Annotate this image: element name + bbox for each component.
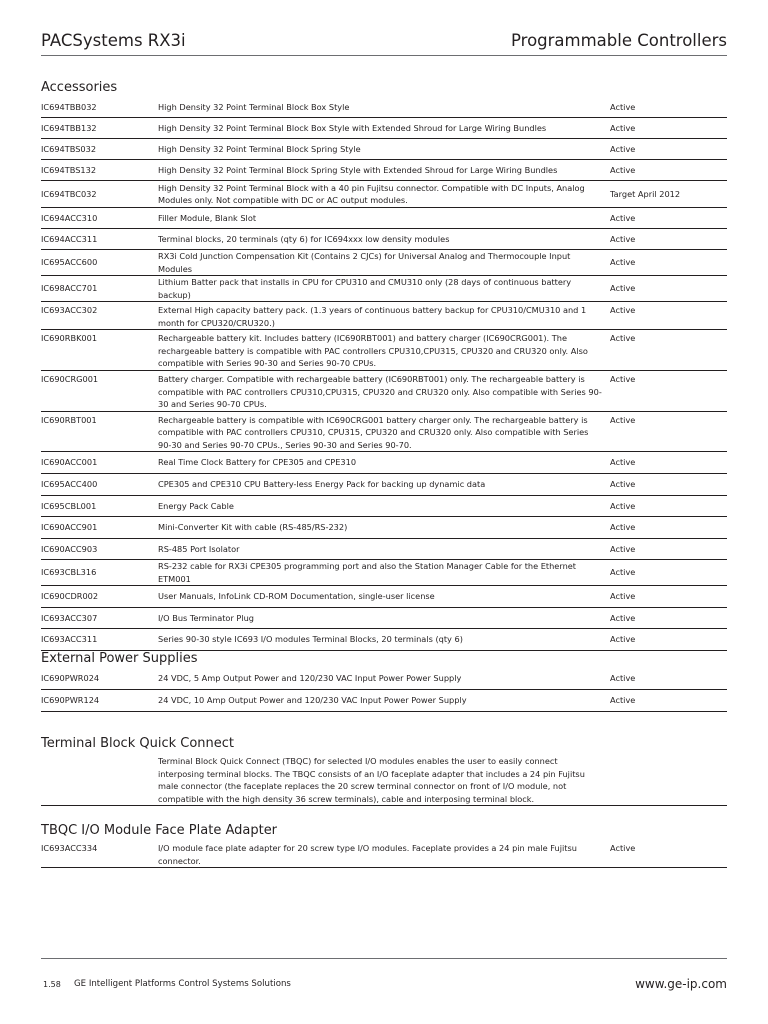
table-row <box>41 208 727 229</box>
part-status: Active <box>610 143 636 154</box>
category-title: Programmable Controllers <box>510 31 727 50</box>
section-external-power-supplies <box>41 650 727 712</box>
part-number: IC690RBK001 <box>41 333 98 343</box>
part-number: IC690ACC001 <box>41 457 98 468</box>
table-row <box>41 250 727 276</box>
part-description: Mini-Converter Kit with cable (RS-485/RS-232) <box>158 522 348 533</box>
part-status: Active <box>610 122 636 133</box>
part-number: IC690RBT001 <box>41 414 97 425</box>
part-number: IC698ACC701 <box>41 283 98 294</box>
part-status: Active <box>610 634 636 645</box>
part-number: IC690ACC903 <box>41 543 98 554</box>
part-description: High Density 32 Point Terminal Block Box Style <box>158 101 350 112</box>
part-description: High Density 32 Point Terminal Block Box Style with Extended Shroud for Large Wiring Bundles <box>158 122 547 133</box>
product-title: PACSystems RX3i <box>41 31 186 50</box>
part-number: IC693CBL316 <box>41 567 97 578</box>
company-name: GE Intelligent Platforms Control Systems Solutions <box>74 979 291 989</box>
section-accessories <box>41 79 727 651</box>
table-row <box>41 412 727 453</box>
part-status: Active <box>610 522 636 533</box>
part-description: RX3i Cold Junction Compensation Kit (Contains 2 CJCs) for Universal Analog and Thermocouple Input Modules <box>158 251 571 274</box>
part-number: IC693ACC302 <box>41 305 98 315</box>
table-row <box>41 302 727 330</box>
part-number: IC690PWR124 <box>41 695 100 706</box>
part-description: 24 VDC, 5 Amp Output Power and 120/230 VAC Input Power Power Supply <box>158 673 462 684</box>
table-row <box>41 97 727 118</box>
part-description: Real Time Clock Battery for CPE305 and CPE310 <box>158 457 357 468</box>
part-status: Active <box>610 164 636 175</box>
part-status: Active <box>610 333 636 343</box>
part-description: Rechargeable battery is compatible with IC690CRG001 battery charger only. The rechargeable battery is compatible with PAC controllers CPU310, CPU315, CPU320 and CRU320 only. Also compatible with Series 90-30 and Series 90-70 CPUs., Series 90-30 and Series 90-70. <box>158 414 589 450</box>
part-description: Rechargeable battery kit. Includes battery (IC690RBT001) and battery charger (IC690CRG001). The rechargeable battery is compatible with PAC controllers CPU310,CPU315, CPU320 and CRU320 only. Also compatible with Series 90-30 and Series 90-70 CPUs. <box>158 333 588 368</box>
page-footer <box>41 978 727 994</box>
part-description: CPE305 and CPE310 CPU Battery-less Energy Pack for backing up dynamic data <box>158 479 486 490</box>
table-row <box>41 496 727 517</box>
table-row <box>41 330 727 371</box>
part-status: Active <box>610 543 636 554</box>
part-status: Active <box>610 479 636 490</box>
website-url: www.ge-ip.com <box>635 977 727 991</box>
table-row <box>41 840 727 868</box>
table-row <box>41 753 727 806</box>
table-row <box>41 517 727 539</box>
page-header <box>41 31 727 56</box>
part-description: I/O Bus Terminator Plug <box>158 612 255 623</box>
part-status: Active <box>610 212 636 223</box>
part-description: RS-485 Port Isolator <box>158 543 240 554</box>
table-row <box>41 608 727 629</box>
part-status: Active <box>610 101 636 112</box>
part-status: Active <box>610 457 636 468</box>
part-number: IC690ACC901 <box>41 522 98 533</box>
table-row <box>41 139 727 160</box>
table-row <box>41 586 727 608</box>
product-table <box>41 840 727 868</box>
part-description: Terminal Block Quick Connect (TBQC) for selected I/O modules enables the user to easily connect interposing terminal blocks. The TBQC consists of an I/O faceplate adapter that includes a 24 pin Fujitsu male connector (the faceplate replaces the 20 screw terminal connector on front of I/O module, not compatible with the high density 36 screw terminals), cable and interposing terminal block. <box>158 756 585 804</box>
part-status: Active <box>610 695 636 706</box>
section-title: External Power Supplies <box>41 651 198 666</box>
part-status: Active <box>610 567 636 578</box>
part-number: IC693ACC307 <box>41 612 98 623</box>
part-status: Active <box>610 591 636 602</box>
part-number: IC695ACC400 <box>41 479 98 490</box>
table-row <box>41 539 727 560</box>
part-number: IC694TBS032 <box>41 143 97 154</box>
product-table <box>41 668 727 712</box>
part-number: IC694ACC311 <box>41 233 98 244</box>
table-row <box>41 629 727 651</box>
table-row <box>41 452 727 474</box>
table-row <box>41 690 727 712</box>
product-table <box>41 753 727 806</box>
part-number: IC690CRG001 <box>41 374 99 384</box>
part-description: High Density 32 Point Terminal Block Spring Style with Extended Shroud for Large Wiring Bundles <box>158 164 558 175</box>
table-row <box>41 371 727 412</box>
part-status: Active <box>610 843 636 853</box>
part-description: I/O module face plate adapter for 20 screw type I/O modules. Faceplate provides a 24 pin male Fujitsu connector. <box>158 843 577 866</box>
part-number: IC694TBS132 <box>41 164 97 175</box>
part-description: Series 90-30 style IC693 I/O modules Terminal Blocks, 20 terminals (qty 6) <box>158 634 463 645</box>
part-number: IC694TBB132 <box>41 122 97 133</box>
part-status: Active <box>610 283 636 294</box>
footer-divider <box>41 958 727 959</box>
section-title: TBQC I/O Module Face Plate Adapter <box>41 823 278 838</box>
table-row <box>41 229 727 250</box>
part-description: Filler Module, Blank Slot <box>158 212 257 223</box>
part-description: High Density 32 Point Terminal Block Spring Style <box>158 143 361 154</box>
part-number: IC694TBC032 <box>41 188 97 199</box>
table-row <box>41 560 727 586</box>
part-number: IC695ACC600 <box>41 257 98 268</box>
section-terminal-block-quick-connect <box>41 735 727 806</box>
part-status: Active <box>610 233 636 244</box>
part-status: Active <box>610 257 636 268</box>
catalog-page <box>41 0 727 1024</box>
product-table <box>41 97 727 651</box>
part-description: External High capacity battery pack. (1.3 years of continuous battery backup for CPU310/CMU310 and 1 month for CPU320/CRU320.) <box>158 305 587 328</box>
part-status: Active <box>610 673 636 684</box>
part-number: IC690PWR024 <box>41 673 100 684</box>
part-description: 24 VDC, 10 Amp Output Power and 120/230 VAC Input Power Power Supply <box>158 695 467 706</box>
table-row <box>41 181 727 208</box>
part-number: IC693ACC311 <box>41 634 98 645</box>
section-tbqc-face-plate-adapter <box>41 822 727 868</box>
part-status: Active <box>610 374 636 384</box>
part-status: Active <box>610 414 636 425</box>
part-number: IC693ACC334 <box>41 843 98 853</box>
part-description: User Manuals, InfoLink CD-ROM Documentation, single-user license <box>158 591 435 602</box>
part-description: Terminal blocks, 20 terminals (qty 6) for IC694xxx low density modules <box>158 233 450 244</box>
table-row <box>41 474 727 496</box>
part-number: IC690CDR002 <box>41 591 99 602</box>
table-row <box>41 118 727 139</box>
page-number: 1.58 <box>43 980 61 989</box>
part-status: Target April 2012 <box>610 188 681 199</box>
part-number: IC694TBB032 <box>41 101 97 112</box>
part-description: Energy Pack Cable <box>158 500 234 511</box>
part-status: Active <box>610 612 636 623</box>
part-status: Active <box>610 305 636 315</box>
table-row <box>41 276 727 302</box>
part-description: RS-232 cable for RX3i CPE305 programming port and also the Station Manager Cable for the Ethernet ETM001 <box>158 561 577 584</box>
part-status: Active <box>610 500 636 511</box>
section-title: Terminal Block Quick Connect <box>41 736 235 751</box>
part-description: Battery charger. Compatible with rechargeable battery (IC690RBT001) only. The rechargeable battery is compatible with PAC controllers CPU310,CPU315, CPU320 and CRU320 only. Also compatible with Series 90-30 and Series 90-70 CPUs. <box>158 374 602 409</box>
table-row <box>41 668 727 690</box>
part-description: High Density 32 Point Terminal Block with a 40 pin Fujitsu connector. Compatible with DC Inputs, Analog Modules only. Not compatible with DC or AC output modules. <box>158 182 585 205</box>
section-title: Accessories <box>41 80 118 95</box>
part-description: Lithium Batter pack that installs in CPU for CPU310 and CMU310 only (28 days of continuous battery backup) <box>158 277 572 300</box>
part-number: IC694ACC310 <box>41 212 98 223</box>
table-row <box>41 160 727 181</box>
part-number: IC695CBL001 <box>41 500 97 511</box>
